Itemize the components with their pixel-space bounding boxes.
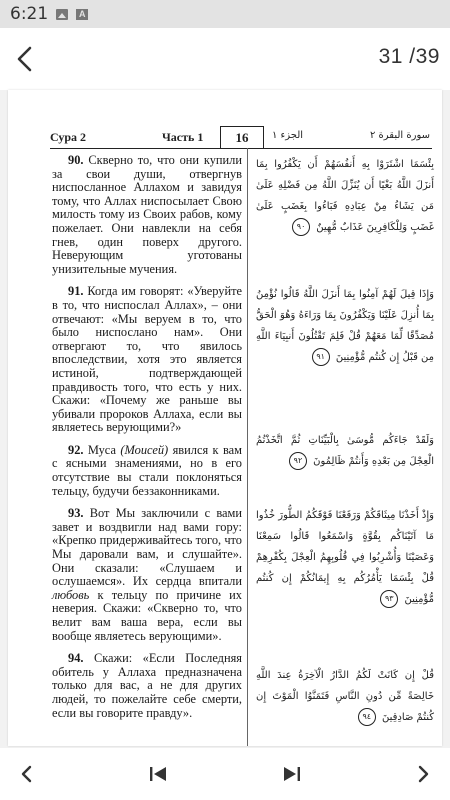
translation-column: [52, 154, 242, 729]
document-page: [8, 90, 442, 746]
skip-first-icon: [144, 760, 172, 788]
page-counter: [379, 45, 440, 69]
verse-91: [52, 285, 242, 435]
ayah-marker: ٩٣: [380, 590, 398, 608]
verse-number: 94.: [68, 651, 84, 666]
ayah-marker: ٩٢: [289, 452, 307, 470]
page-total: /39: [409, 45, 440, 68]
ayah-marker: ٩٤: [358, 708, 376, 726]
status-time: 6:21: [10, 4, 49, 24]
top-bar: [0, 28, 450, 90]
chevron-right-icon: [410, 760, 438, 788]
surah-label: Сура 2: [50, 130, 87, 144]
ayah-marker: ٩١: [312, 348, 330, 366]
verse-number: 90.: [68, 153, 84, 167]
ayah-92: [256, 430, 434, 505]
juz-label-arabic: الجزء ١: [272, 130, 304, 141]
verse-text: Вот Мы заключили с вами завет и воздвигли над вами гору: «Крепко придерживайтесь того, что Мы даровали вам, и слушайте». Они сказали: «Слушаем и ослушаемся». Их сердца впитали: [52, 506, 242, 589]
verse-text: к тельцу по причине их неверия. Скажи: «Скверно то, что велит вам ваша вера, если вы вообще являетесь верующими».: [52, 587, 242, 643]
status-bar: [0, 0, 450, 28]
page-current: 31: [378, 45, 403, 68]
page-number: 16: [220, 126, 264, 149]
ayah-text: بِئْسَمَا اشْتَرَوْا بِهِ أَنفُسَهُمْ أَن يَكْفُرُوا بِمَا أَنزَلَ اللَّهُ بَغْيًا أَن يُنَزِّلَ اللَّهُ مِن فَضْلِهِ عَلَىٰ مَن يَشَاءُ مِنْ عِبَادِهِ فَبَاءُوا بِغَضَبٍ عَلَىٰ غَضَبٍ وَلِلْكَافِرِينَ عَذَابٌ مُّهِينٌ: [256, 159, 434, 233]
verse-number: 91.: [68, 284, 84, 299]
verse-number: 92.: [68, 442, 84, 457]
last-page-button[interactable]: [278, 760, 306, 788]
chevron-left-icon: [12, 760, 40, 788]
page-header: [50, 126, 432, 149]
verse-94: [52, 652, 242, 720]
part-label: Часть 1: [162, 130, 204, 144]
arabic-column: [256, 154, 434, 728]
skip-last-icon: [278, 760, 306, 788]
verse-gloss: (Моисей): [120, 442, 169, 457]
ayah-text: وَلَقَدْ جَاءَكُم مُّوسَىٰ بِالْبَيِّنَاتِ ثُمَّ اتَّخَذْتُمُ الْعِجْلَ مِن بَعْدِهِ وَأَنتُمْ ظَالِمُونَ: [256, 435, 434, 467]
verse-text: явился к вам с ясными знамениями, но в его отсутствие вы стали поклоняться тельцу, будучи беззаконниками.: [52, 442, 242, 498]
next-page-button[interactable]: [410, 760, 438, 788]
verse-number: 93.: [68, 506, 84, 521]
verse-92: [52, 444, 242, 498]
a-badge-icon: A: [76, 9, 88, 20]
surah-label-arabic: سورة البقرة ٢: [369, 130, 430, 141]
ayah-91: [256, 284, 434, 430]
ayah-marker: ٩٠: [292, 218, 310, 236]
previous-page-button[interactable]: [12, 760, 40, 788]
bottom-nav: [0, 748, 450, 800]
verse-90: [52, 154, 242, 276]
ayah-94: [256, 665, 434, 728]
verse-text: Когда им говорят: «Уверуйте в то, что ниспослал Аллах», – они отвечают: «Мы веруем в то, что было ниспослано нам». Они отвергают то, что явилось впоследствии, хотя это является истиной, подтверждающей правдивость того, что есть у них. Скажи: «Почему же раньше вы убивали пророков Аллаха, если вы являетесь верующими?»: [52, 284, 242, 435]
ayah-90: [256, 154, 434, 284]
ayah-text: قُلْ إِن كَانَتْ لَكُمُ الدَّارُ الْآخِرَةُ عِندَ اللَّهِ خَالِصَةً مِّن دُونِ النَّاسِ فَتَمَنَّوُا الْمَوْتَ إِن كُنتُمْ صَادِقِينَ: [256, 670, 434, 723]
back-button[interactable]: [12, 44, 40, 74]
verse-text: Скажи: «Если Последняя обитель у Аллаха предназначена только для вас, а не для других людей, то пожелайте себе смерти, если вы говорите правду».: [52, 651, 242, 720]
ayah-text: وَإِذْ أَخَذْنَا مِيثَاقَكُمْ وَرَفَعْنَا فَوْقَكُمُ الطُّورَ خُذُوا مَا آتَيْنَاكُم بِقُوَّةٍ وَاسْمَعُوا قَالُوا سَمِعْنَا وَعَصَيْنَا وَأُشْرِبُوا فِي قُلُوبِهِمُ الْعِجْلَ بِكُفْرِهِمْ قُلْ بِئْسَمَا يَأْمُرُكُم بِهِ إِيمَانُكُمْ إِن كُنتُم مُّؤْمِنِينَ: [256, 510, 434, 605]
document-viewer[interactable]: [0, 90, 450, 748]
first-page-button[interactable]: [144, 760, 172, 788]
ayah-text: وَإِذَا قِيلَ لَهُمْ آمِنُوا بِمَا أَنزَلَ اللَّهُ قَالُوا نُؤْمِنُ بِمَا أُنزِلَ عَلَيْنَا وَيَكْفُرُونَ بِمَا وَرَاءَهُ وَهُوَ الْحَقُّ مُصَدِّقًا لِّمَا مَعَهُمْ قُلْ فَلِمَ تَقْتُلُونَ أَنبِيَاءَ اللَّهِ مِن قَبْلُ إِن كُنتُم مُّؤْمِنِينَ: [256, 289, 434, 363]
ayah-93: [256, 505, 434, 665]
verse-93: [52, 507, 242, 643]
image-icon: [56, 9, 68, 20]
verse-text: Муса: [83, 442, 121, 457]
verse-text: Скверно то, что они купили за свои души, отвергнув ниспосланное Аллахом и завидуя тому, что Аллах ниспосылает Свою милость тому из Своих рабов, кому пожелает. Они навлекли на себя гнев, один поверх другого. Неверующим уготованы унизительные мучения.: [52, 153, 242, 276]
chevron-left-icon: [12, 44, 40, 74]
column-divider: [247, 148, 248, 746]
verse-gloss: любовь: [52, 587, 90, 602]
